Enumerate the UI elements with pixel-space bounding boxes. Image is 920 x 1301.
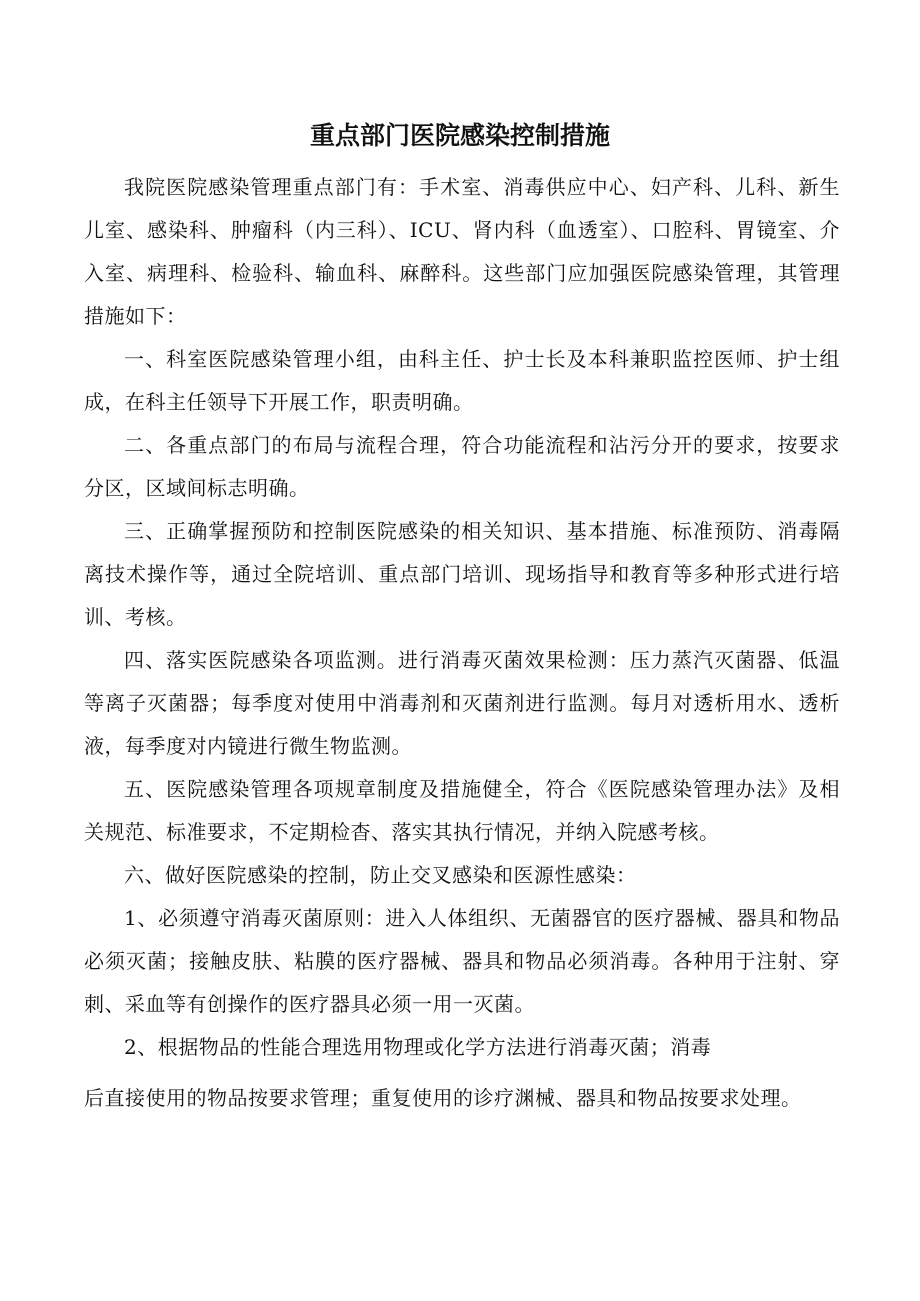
paragraph-subitem-1: 1、必须遵守消毒灭菌原则：进入人体组织、无菌器官的医疗器械、器具和物品必须灭菌；接触皮肤、粘膜的医疗器械、器具和物品必须消毒。各种用于注射、穿刺、采血等有创操作的医疗器具必须一用一灭菌。 [84,906,840,1016]
paragraph-item-5: 五、医院感染管理各项规章制度及措施健全，符合《医院感染管理办法》及相关规范、标准要求，不定期检杳、落实其执行情况，并纳入院感考核。 [84,777,840,844]
paragraph-item-6: 六、做好医院感染的控制，防止交叉感染和医源性感染： [124,863,637,887]
paragraph-subitem-2-line-1: 2、根据物品的性能合理选用物理或化学方法进行消毒灭菌；消毒 [124,1035,712,1059]
document-title: 重点部门医院感染控制措施 [309,121,610,150]
paragraph-item-1: 一、科室医院感染管理小组，由科主任、护士长及本科兼职监控医师、护士组成，在科主任领导下开展工作，职责明确。 [84,347,840,414]
paragraph-intro: 我院医院感染管理重点部门有：手术室、消毒供应中心、妇产科、儿科、新生儿室、感染科、肿瘤科（内三科）、ICU、肾内科（血透室）、口腔科、胃镜室、介入室、病理科、检验科、输血科、麻醉科。这些部门应加强医院感染管理，其管理措施如下： [84,175,840,328]
paragraph-item-2: 二、各重点部门的布局与流程合理，符合功能流程和沾污分开的要求，按要求分区，区域间标志明确。 [84,433,840,500]
paragraph-subitem-2-continuation: 后直接使用的物品按要求管理；重复使用的诊疗渊械、器具和物品按要求处理。 [84,1086,802,1110]
paragraph-item-4: 四、落实医院感染各项监测。进行消毒灭菌效果检测：压力蒸汽灭菌器、低温等离子灭菌器；每季度对使用中消毒剂和灭菌剂进行监测。每月对透析用水、透析液，每季度对内镜进行微生物监测。 [84,648,840,758]
paragraph-item-3: 三、正确掌握预防和控制医院感染的相关知识、基本措施、标准预防、消毒隔离技术操作等，通过全院培训、重点部门培训、现场指导和教育等多种形式进行培训、考核。 [84,519,840,629]
